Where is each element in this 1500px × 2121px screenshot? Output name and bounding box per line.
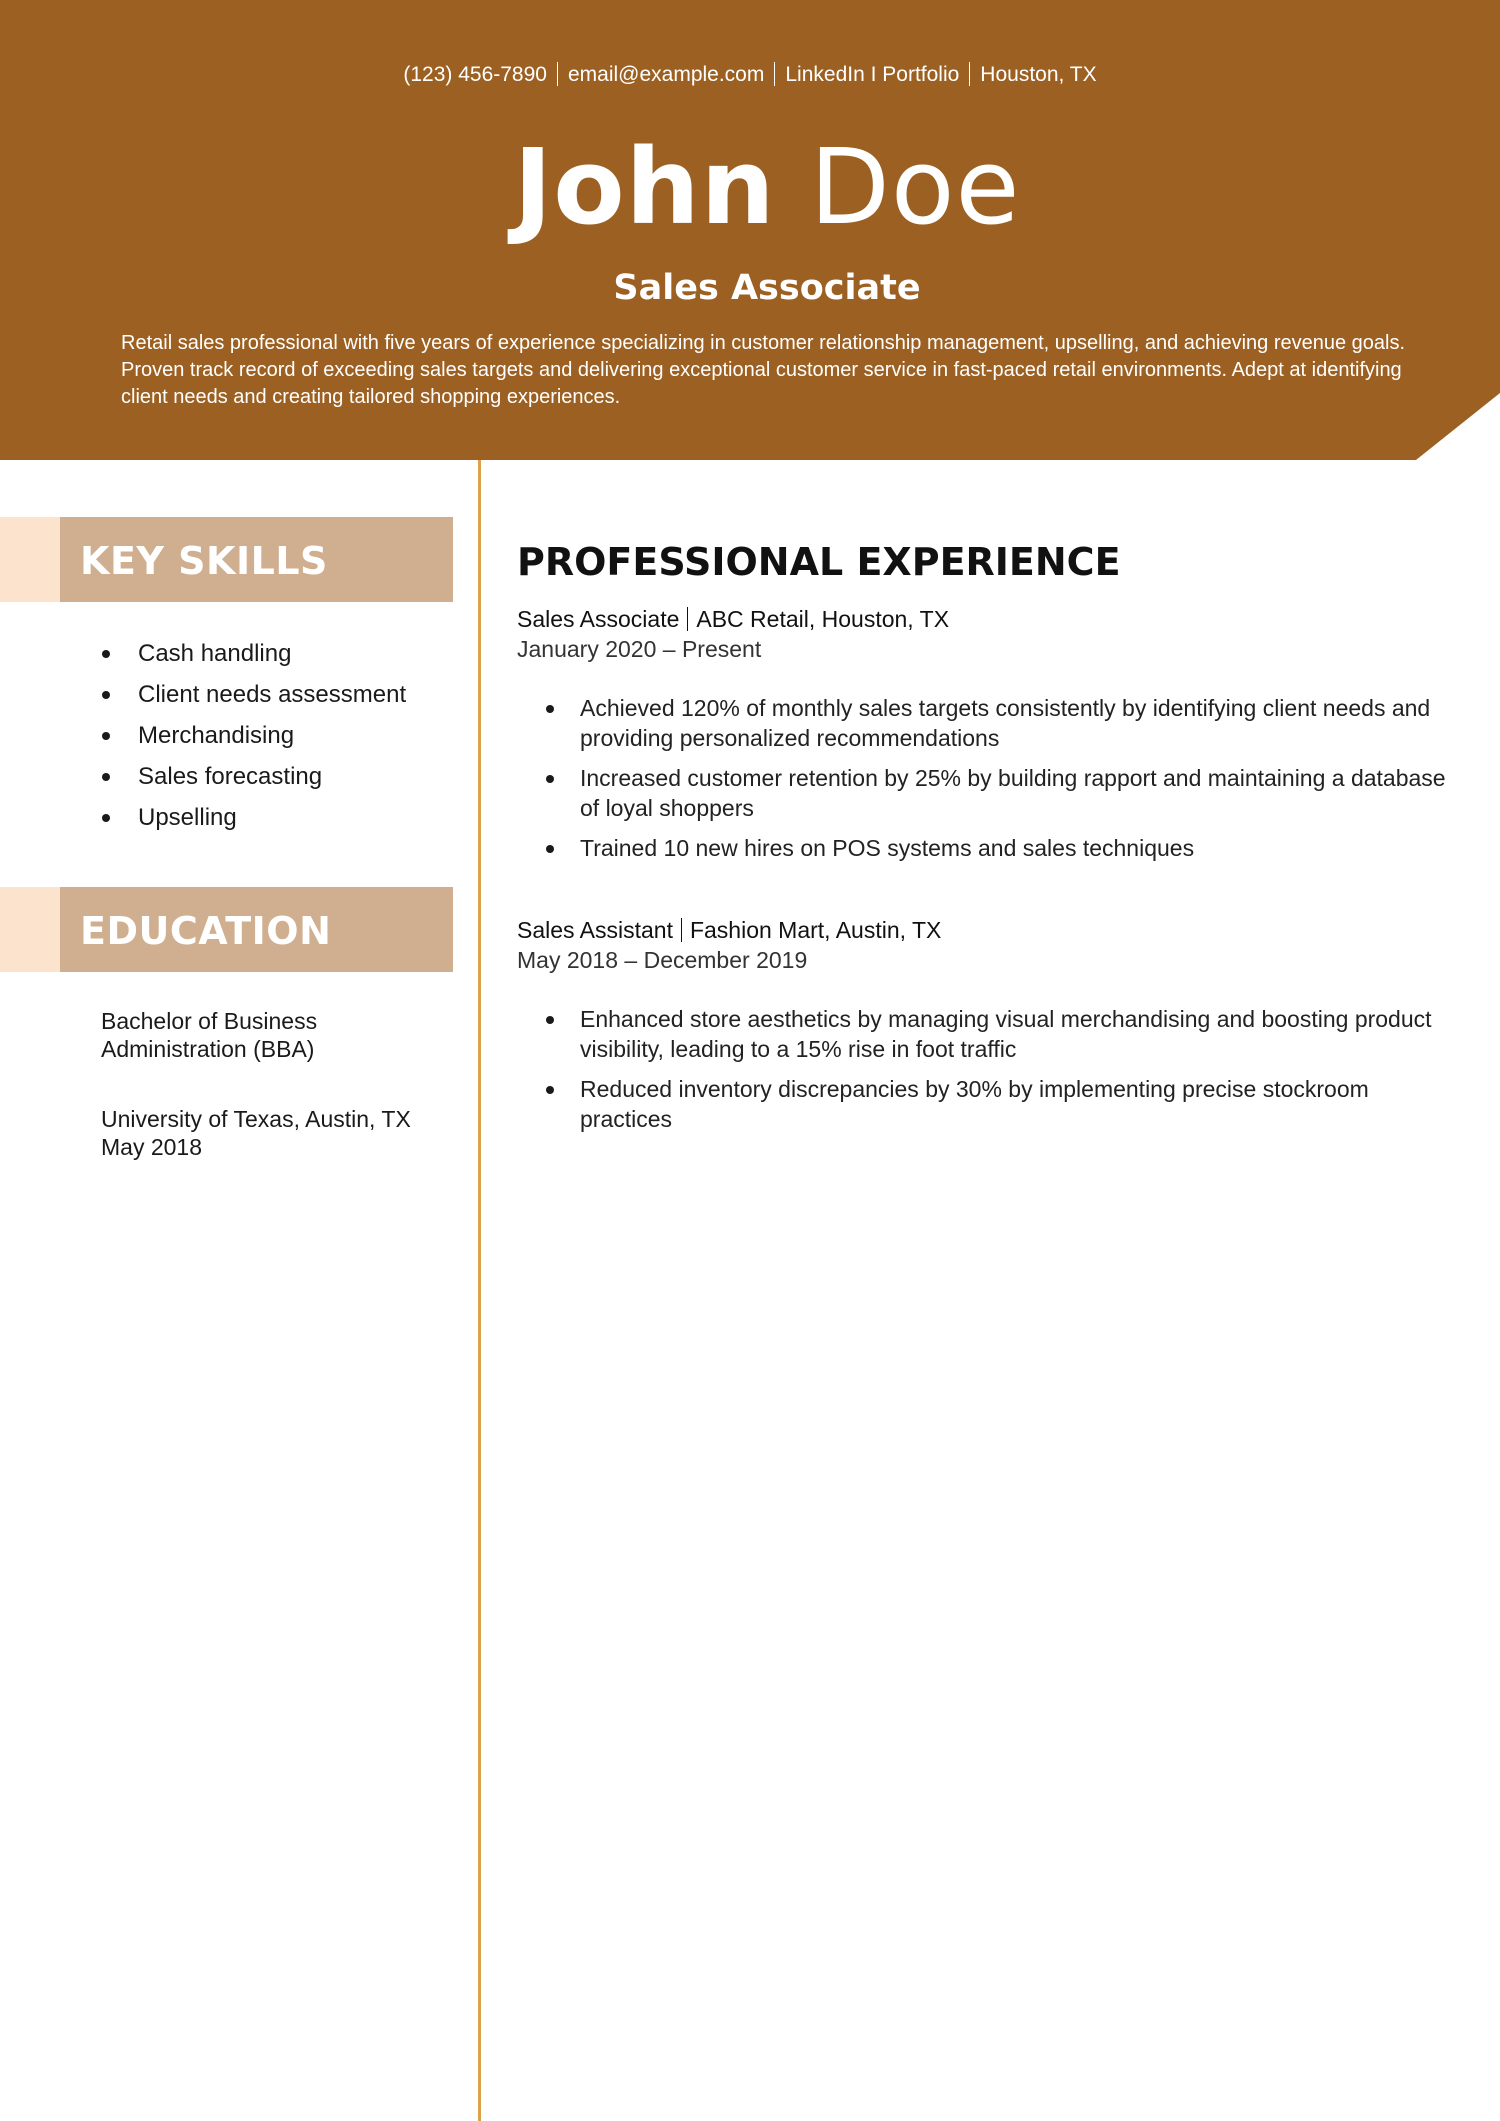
skills-heading-band bbox=[0, 517, 453, 602]
job-entry bbox=[517, 915, 1457, 1132]
contact-phone: (123) 456-7890 bbox=[403, 63, 547, 86]
education-heading: EDUCATION bbox=[80, 909, 332, 953]
contact-line bbox=[0, 62, 1500, 87]
contact-separator bbox=[969, 62, 970, 86]
job-separator bbox=[687, 607, 688, 631]
job-bullet: Trained 10 new hires on POS systems and sales techniques bbox=[517, 833, 1457, 863]
skills-list bbox=[0, 633, 406, 838]
skills-heading: KEY SKILLS bbox=[80, 539, 328, 583]
contact-location: Houston, TX bbox=[980, 63, 1097, 86]
job-dates: May 2018 – December 2019 bbox=[517, 947, 808, 973]
column-divider bbox=[478, 460, 481, 2121]
job-separator bbox=[681, 918, 682, 942]
contact-email[interactable]: email@example.com bbox=[567, 63, 765, 86]
job-bullets bbox=[517, 1004, 1457, 1144]
job-bullet: Enhanced store aesthetics by managing visual merchandising and boosting product visibility, leading to a 15% rise in foot traffic bbox=[517, 1004, 1457, 1064]
skill-item: Sales forecasting bbox=[0, 756, 406, 797]
skill-item: Merchandising bbox=[0, 715, 406, 756]
skill-item: Client needs assessment bbox=[0, 674, 406, 715]
contact-separator bbox=[557, 62, 558, 86]
first-name: John bbox=[513, 126, 776, 248]
job-role: Sales Assistant bbox=[517, 917, 673, 943]
summary: Retail sales professional with five years of experience specializing in customer relationship management, upselling, and achieving revenue goals. Proven track record of exceeding sales targets and delivering exceptional customer service in fast-paced retail environments. Adept at identifying client needs and creating tailored shopping experiences. bbox=[121, 332, 1406, 408]
job-bullet: Achieved 120% of monthly sales targets consistently by identifying client needs and providing personalized recommendations bbox=[517, 693, 1457, 753]
job-company: ABC Retail, Houston, TX bbox=[696, 606, 950, 632]
job-bullet: Increased customer retention by 25% by building rapport and maintaining a database of loyal shoppers bbox=[517, 763, 1457, 823]
job-bullets bbox=[517, 693, 1457, 873]
skill-item: Cash handling bbox=[0, 633, 406, 674]
job-dates: January 2020 – Present bbox=[517, 636, 762, 662]
experience-heading: PROFESSIONAL EXPERIENCE bbox=[517, 540, 1121, 584]
job-bullet: Reduced inventory discrepancies by 30% by implementing precise stockroom practices bbox=[517, 1074, 1457, 1134]
job-role: Sales Associate bbox=[517, 606, 680, 632]
contact-separator bbox=[774, 62, 775, 86]
header-corner-cut bbox=[1416, 393, 1500, 460]
education-school: University of Texas, Austin, TX bbox=[101, 1106, 411, 1132]
job-title-line bbox=[517, 915, 1457, 945]
contact-links[interactable]: LinkedIn I Portfolio bbox=[785, 63, 960, 86]
job-title: Sales Associate bbox=[613, 268, 921, 308]
resume-header bbox=[0, 0, 1500, 460]
candidate-name bbox=[0, 126, 1500, 248]
job-entry bbox=[517, 604, 1457, 861]
job-title-line bbox=[517, 604, 1457, 634]
education-heading-band bbox=[0, 887, 453, 972]
skill-item: Upselling bbox=[0, 797, 406, 838]
job-company: Fashion Mart, Austin, TX bbox=[689, 917, 942, 943]
last-name: Doe bbox=[809, 126, 1021, 248]
education-date: May 2018 bbox=[101, 1134, 203, 1160]
education-degree: Bachelor of Business Administration (BBA) bbox=[101, 1008, 318, 1062]
